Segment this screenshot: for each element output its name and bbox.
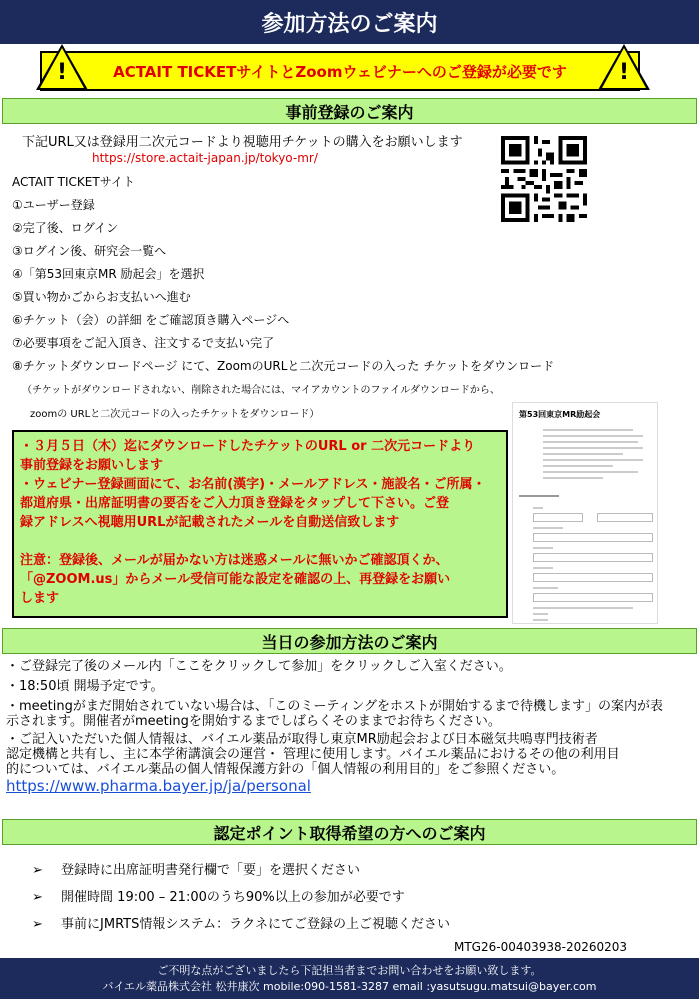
step-item: ⑦必要事項をご記入頂き、注文するで支払い完了 <box>12 336 275 350</box>
step-item: ⑥チケット（会）の詳細 をご確認頂き購入ページへ <box>12 313 290 327</box>
section-certification-heading: 認定ポイント取得希望の方へのご案内 <box>2 819 697 845</box>
bullet-icon: ➢ <box>32 890 43 905</box>
warning-icon-left <box>36 44 88 92</box>
certification-text: 事前にJMRTS情報システム：ラクネにてご登録の上ご視聴ください <box>61 917 450 932</box>
certification-item <box>32 913 450 932</box>
footer-line: ご不明な点がございましたら下記担当者までお問い合わせをお願い致します。 <box>157 964 542 977</box>
day-of-body <box>6 659 696 794</box>
privacy-policy-link[interactable]: https://www.pharma.bayer.jp/ja/personal <box>6 777 311 795</box>
certification-item <box>32 886 405 905</box>
section-pre-registration-heading: 事前登録のご案内 <box>2 98 697 124</box>
day-of-line: 認定機構と共有し、主に本学術講演会の運営・ 管理に使用します。バイエル薬品におけるその他の利用目 <box>6 747 620 762</box>
form-preview-title: 第53回東京MR励起会 <box>519 410 601 419</box>
webinar-form-preview <box>512 402 658 624</box>
contact-footer <box>0 958 699 999</box>
step-item: ⑧チケットダウンロードページ にて、ZoomのURLと二次元コードの入った チケットをダウンロード <box>12 359 555 373</box>
certification-text: 開催時間 19:00 – 21:00のうち90%以上の参加が必要です <box>61 890 405 905</box>
notice-line: 事前登録をお願いします <box>20 458 164 473</box>
notice-line: 「@ZOOM.us」からメール受信可能な設定を確認の上、再登録をお願い <box>20 572 451 587</box>
qr-code[interactable] <box>500 136 588 222</box>
warning-mark: ! <box>57 60 68 85</box>
day-of-line: ・ご記入いただいた個人情報は、バイエル薬品が取得し東京MR励起会および日本磁気共鳴専門技術者 <box>6 732 598 747</box>
section-day-of-heading: 当日の参加方法のご案内 <box>2 628 697 654</box>
day-of-line: ・meetingがまだ開始されていない場合は、「このミーティングをホストが開始するまで待機します」の案内が表 <box>6 699 664 714</box>
day-of-line: 的については、バイエル薬品の個人情報保護方針の「個人情報の利用目的」をご参照ください。 <box>6 762 565 777</box>
bullet-icon: ➢ <box>32 917 43 932</box>
day-of-line: ・ご登録完了後のメール内「ここをクリックして参加」をクリックしご入室ください。 <box>6 659 512 674</box>
notice-line: ・ウェビナー登録画面にて、お名前(漢字)・メールアドレス・施設名・ご所属・ <box>20 477 486 492</box>
document-code: MTG26-00403938-20260203 <box>454 940 628 954</box>
download-note: zoomの URLと二次元コードの入ったチケットをダウンロード） <box>30 409 320 420</box>
ticket-url-link[interactable]: https://store.actait-japan.jp/tokyo-mr/ <box>92 151 318 165</box>
pre-registration-intro: 下記URL又は登録用二次元コードより視聴用チケットの購入をお願いします <box>22 135 463 150</box>
step-item: ③ログイン後、研究会一覧へ <box>12 244 167 258</box>
certification-item <box>32 859 360 878</box>
footer-contact: バイエル薬品株式会社 松井康次 mobile:090-1581-3287 email :yasutsugu.matsui@bayer.com <box>102 980 597 993</box>
warning-mark: ! <box>619 60 630 85</box>
notice-line: 注意：登録後、メールが届かない方は迷惑メールに無いかご確認頂くか、 <box>20 553 449 568</box>
download-note: （チケットがダウンロードされない、削除された場合には、マイアカウントのファイルダウンロードから、 <box>22 385 500 396</box>
warning-banner <box>40 51 640 91</box>
notice-line: します <box>20 591 60 606</box>
step-item: ②完了後、ログイン <box>12 221 119 235</box>
step-item: ①ユーザー登録 <box>12 198 95 212</box>
notice-line: 都道府県・出席証明書の要否をご入力頂き登録をタップして下さい。ご登 <box>20 496 450 511</box>
notice-line: ・３月５日（木）迄にダウンロードしたチケットのURL or 二次元コードより <box>20 439 476 454</box>
day-of-line: ・18:50頃 開場予定です。 <box>6 679 164 694</box>
warning-text: ACTAIT TICKETサイトとZoomウェビナーへのご登録が必要です <box>113 62 567 81</box>
registration-notice <box>12 430 508 618</box>
step-item: ④「第53回東京MR 励起会」を選択 <box>12 267 205 281</box>
day-of-line: 示されます。開催者がmeetingを開始するまでしばらくそのままでお待ちください。 <box>6 714 501 729</box>
page-title: 参加方法のご案内 <box>0 0 699 44</box>
notice-line <box>20 532 500 551</box>
step-item: ⑤買い物かごからお支払いへ進む <box>12 290 191 304</box>
certification-text: 登録時に出席証明書発行欄で「要」を選択ください <box>61 863 361 878</box>
bullet-icon: ➢ <box>32 863 43 878</box>
notice-line: 録アドレスへ視聴用URLが記載されたメールを自動送信致します <box>20 515 400 530</box>
warning-icon-right <box>598 44 650 92</box>
site-label: ACTAIT TICKETサイト <box>12 175 135 189</box>
